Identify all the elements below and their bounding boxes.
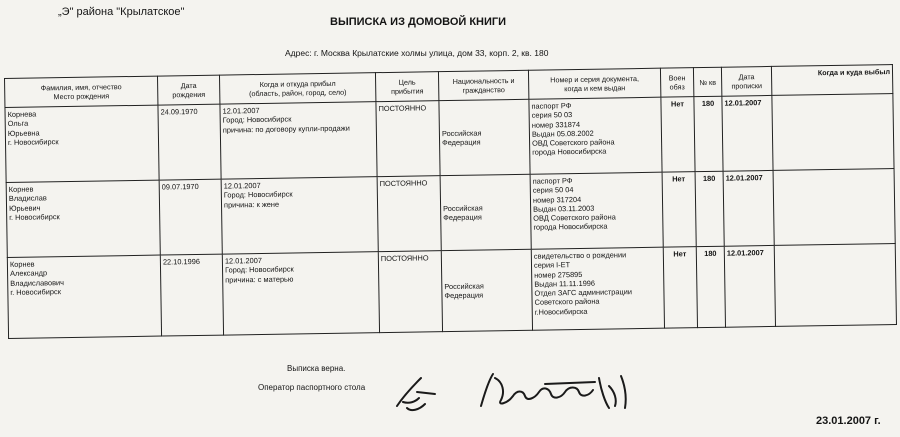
cell-document: свидетельство о рождении серия I-ЕТ номер 275895 Выдан 11.11.1996 Отдел ЗАГС администрации Советского района г.Новосибирска: [531, 247, 664, 330]
cell-birth: 09.07.1970: [159, 179, 222, 255]
col-header-birth: Дата рождения: [157, 75, 219, 105]
col-header-purpose: Цель прибытия: [375, 72, 438, 102]
extract-date: 23.01.2007 г.: [816, 415, 881, 427]
cell-birth: 22.10.1996: [160, 254, 223, 336]
table-row: [6, 169, 895, 258]
cell-departed: [772, 94, 894, 171]
col-header-arrival: Когда и откуда прибыл (область, район, город, село): [219, 73, 375, 104]
cell-nationality: Российская Федерация: [439, 99, 530, 175]
house-book-table: [4, 64, 897, 339]
cell-nationality: Российская Федерация: [440, 174, 531, 250]
cell-registered: 12.01.2007: [723, 170, 774, 246]
operator-label: Оператор паспортного стола: [258, 383, 366, 392]
cell-arrival: 12.01.2007 Город: Новосибирск причина: по договору купли-продажи: [220, 102, 377, 179]
cell-registered: 12.01.2007: [724, 245, 775, 327]
cell-departed: [774, 244, 896, 327]
cell-name: Корнев Владислав Юрьевич г. Новосибирск: [6, 180, 160, 257]
document-title: ВЫПИСКА ИЗ ДОМОВОЙ КНИГИ: [330, 16, 507, 28]
cell-apt: 180: [696, 246, 725, 327]
col-header-military: Воен обяз: [660, 68, 693, 98]
cell-nationality: Российская Федерация: [441, 249, 532, 331]
cell-apt: 180: [695, 171, 724, 246]
cell-apt: 180: [694, 96, 723, 171]
cell-arrival: 12.01.2007 Город: Новосибирск причина: к жене: [221, 177, 378, 254]
cell-name: Корнева Ольга Юрьевна г. Новосибирск: [5, 105, 159, 182]
col-header-nationality: Национальность и гражданство: [438, 70, 528, 100]
house-book-sheet: [4, 64, 897, 339]
cell-document: паспорт РФ серия 50 03 номер 331874 Выдан 05.08.2002 ОВД Советского района города Новосибирска: [529, 97, 662, 174]
col-header-departed: Когда и куда выбыл: [771, 65, 892, 96]
col-header-name: Фамилия, имя, отчество Место рождения: [5, 76, 158, 107]
cell-military: Нет: [662, 172, 696, 248]
table-row: [7, 244, 896, 339]
col-header-registered: Дата прописки: [721, 66, 771, 96]
cell-departed: [773, 169, 895, 246]
cell-registered: 12.01.2007: [722, 95, 773, 171]
cell-purpose: ПОСТОЯННО: [378, 251, 442, 333]
col-header-apt: № кв: [693, 67, 721, 96]
address-line: Адрес: г. Москва Крылатские холмы улица, дом 33, корп. 2, кв. 180: [285, 48, 549, 58]
cell-birth: 24.09.1970: [158, 104, 221, 180]
signature-icon: [395, 368, 665, 416]
table-row: [5, 94, 894, 183]
cell-military: Нет: [661, 97, 695, 173]
cell-document: паспорт РФ серия 50 04 номер 317204 Выдан 03.11.2003 ОВД Советского района города Новосибирска: [530, 172, 663, 249]
col-header-document: Номер и серия документа, когда и кем выдан: [528, 68, 660, 99]
cell-purpose: ПОСТОЯННО: [376, 101, 440, 177]
cell-military: Нет: [663, 247, 697, 329]
statement-correct: Выписка верна.: [287, 364, 346, 373]
cell-purpose: ПОСТОЯННО: [377, 176, 441, 252]
cell-arrival: 12.01.2007 Город: Новосибирск причина: с матерью: [222, 252, 379, 335]
office-name: „Э" района "Крылатское": [58, 6, 185, 18]
cell-name: Корнев Александр Владиславович г. Новосибирск: [7, 255, 161, 338]
